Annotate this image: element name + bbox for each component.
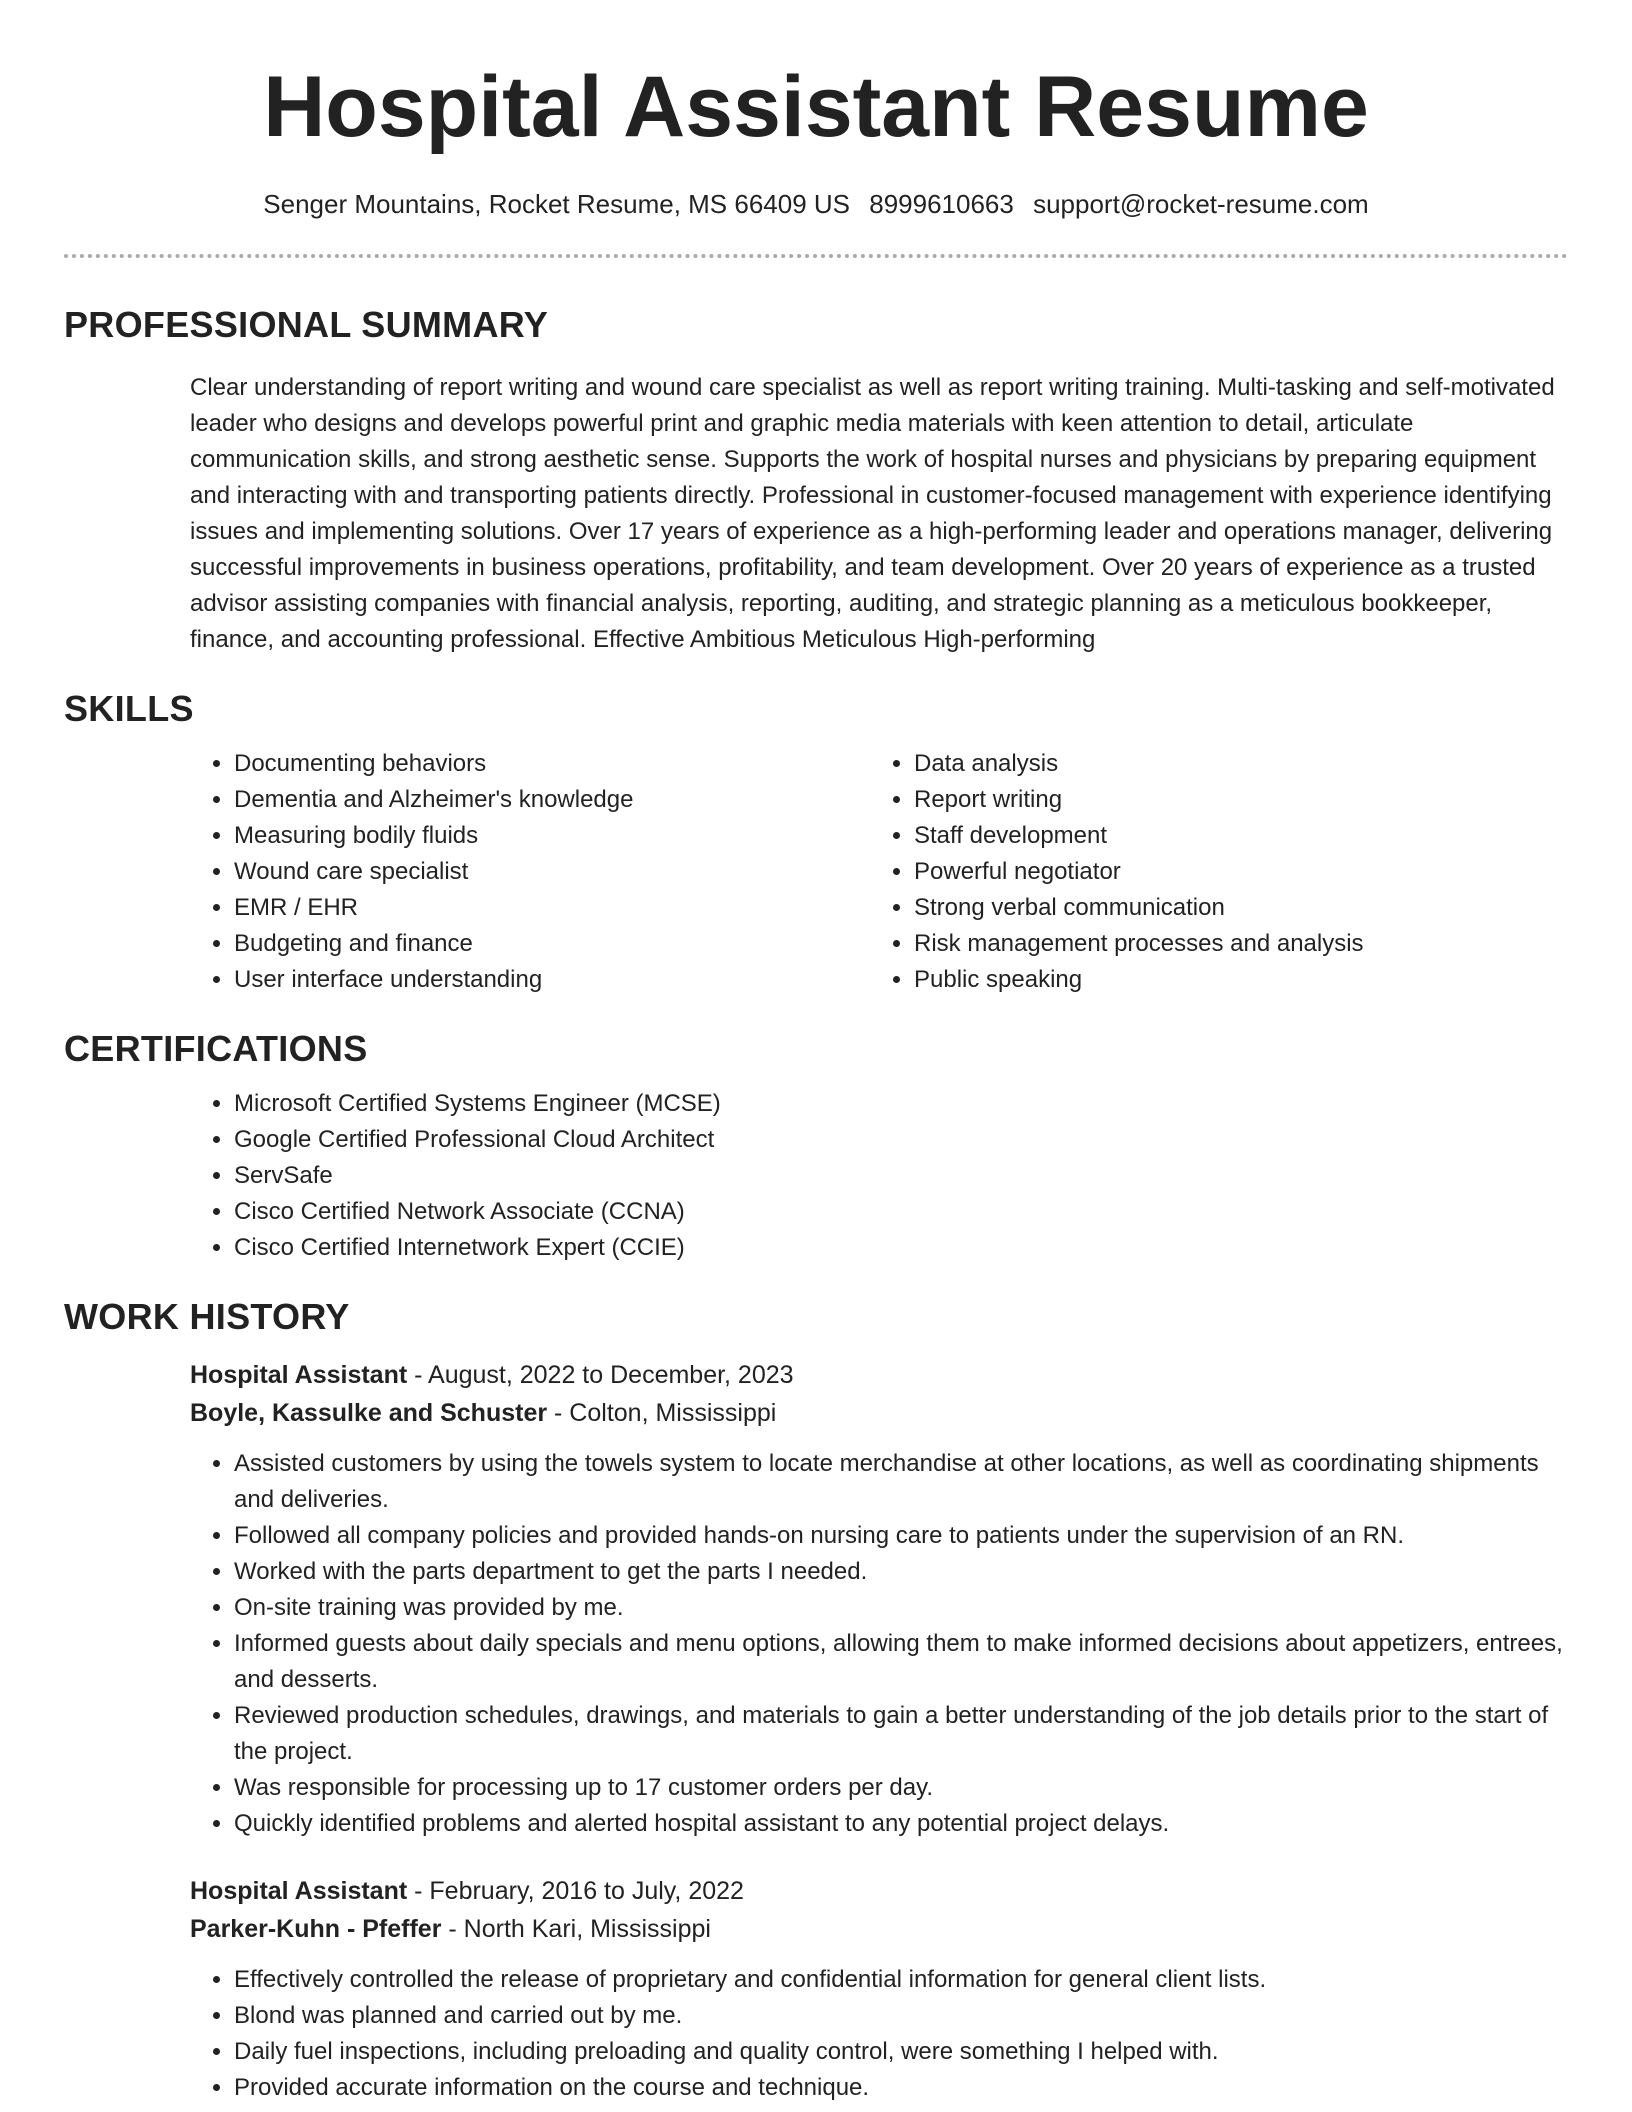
list-item: • Documenting behaviors bbox=[234, 746, 870, 782]
list-item: • Public speaking bbox=[914, 962, 1550, 998]
list-item: • Data analysis bbox=[914, 746, 1550, 782]
job-company-line bbox=[190, 1394, 1568, 1432]
job-entry bbox=[190, 1872, 1568, 2106]
job-bullets bbox=[190, 1962, 1568, 2106]
list-item: • Report writing bbox=[914, 782, 1550, 818]
job-title: Hospital Assistant bbox=[190, 1876, 408, 1905]
list-item: • Risk management processes and analysis bbox=[914, 926, 1550, 962]
job-bullets bbox=[190, 1446, 1568, 1842]
list-item: • Reviewed production schedules, drawings, and materials to gain a better understanding of the job details prior to the start of the project. bbox=[234, 1698, 1568, 1770]
list-item: • Daily fuel inspections, including preloading and quality control, were something I helped with. bbox=[234, 2034, 1568, 2070]
summary-section bbox=[64, 304, 1568, 658]
skills-section bbox=[64, 688, 1568, 998]
certifications-body bbox=[190, 1086, 1568, 1266]
resume-title: Hospital Assistant Resume bbox=[263, 59, 1369, 155]
job-title-line bbox=[190, 1872, 1568, 1910]
skills-columns bbox=[190, 746, 1568, 998]
address-text: Senger Mountains, Rocket Resume, MS 66409 US bbox=[263, 188, 851, 219]
work-section bbox=[64, 1296, 1568, 2106]
list-item: • Microsoft Certified Systems Engineer (MCSE) bbox=[234, 1086, 1568, 1122]
list-item: • Cisco Certified Internetwork Expert (CCIE) bbox=[234, 1230, 1568, 1266]
phone-text: 8999610663 bbox=[869, 188, 1014, 219]
skills-list-left bbox=[190, 746, 870, 998]
job-company: Boyle, Kassulke and Schuster bbox=[190, 1398, 548, 1427]
list-item: • Blond was planned and carried out by me. bbox=[234, 1998, 1568, 2034]
list-item: • EMR / EHR bbox=[234, 890, 870, 926]
list-item: • Strong verbal communication bbox=[914, 890, 1550, 926]
job-title-line bbox=[190, 1356, 1568, 1394]
list-item: • Worked with the parts department to get the parts I needed. bbox=[234, 1554, 1568, 1590]
summary-heading: PROFESSIONAL SUMMARY bbox=[64, 303, 549, 345]
job-title: Hospital Assistant bbox=[190, 1360, 408, 1389]
header-divider bbox=[64, 254, 1568, 258]
work-heading: WORK HISTORY bbox=[64, 1295, 350, 1337]
list-item: • Quickly identified problems and alerted hospital assistant to any potential project delays. bbox=[234, 1806, 1568, 1842]
list-item: • Effectively controlled the release of proprietary and confidential information for general client lists. bbox=[234, 1962, 1568, 1998]
job-location: - Colton, Mississippi bbox=[547, 1398, 777, 1427]
email-text: support@rocket-resume.com bbox=[1033, 188, 1369, 219]
list-item: • Google Certified Professional Cloud Architect bbox=[234, 1122, 1568, 1158]
skills-list-right bbox=[870, 746, 1550, 998]
list-item: • Staff development bbox=[914, 818, 1550, 854]
job-dates: - February, 2016 to July, 2022 bbox=[407, 1876, 744, 1905]
certifications-heading: CERTIFICATIONS bbox=[64, 1027, 368, 1069]
certifications-list bbox=[190, 1086, 1568, 1266]
job-company: Parker-Kuhn - Pfeffer bbox=[190, 1914, 442, 1943]
list-item: • Cisco Certified Network Associate (CCNA) bbox=[234, 1194, 1568, 1230]
list-item: • Powerful negotiator bbox=[914, 854, 1550, 890]
skills-column-right bbox=[870, 746, 1550, 998]
list-item: • ServSafe bbox=[234, 1158, 1568, 1194]
skills-heading: SKILLS bbox=[64, 687, 194, 729]
job-company-line bbox=[190, 1910, 1568, 1948]
list-item: • Followed all company policies and provided hands-on nursing care to patients under the supervision of an RN. bbox=[234, 1518, 1568, 1554]
list-item: • Provided accurate information on the course and technique. bbox=[234, 2070, 1568, 2106]
certifications-section bbox=[64, 1028, 1568, 1266]
skills-column-left bbox=[190, 746, 870, 998]
list-item: • Informed guests about daily specials and menu options, allowing them to make informed decisions about appetizers, entrees, and desserts. bbox=[234, 1626, 1568, 1698]
list-item: • User interface understanding bbox=[234, 962, 870, 998]
list-item: • Wound care specialist bbox=[234, 854, 870, 890]
list-item: • Budgeting and finance bbox=[234, 926, 870, 962]
resume-page bbox=[64, 0, 1568, 2106]
list-item: • Was responsible for processing up to 17 customer orders per day. bbox=[234, 1770, 1568, 1806]
list-item: • On-site training was provided by me. bbox=[234, 1590, 1568, 1626]
list-item: • Assisted customers by using the towels system to locate merchandise at other locations, as well as coordinating shipments and deliveries. bbox=[234, 1446, 1568, 1518]
job-location: - North Kari, Mississippi bbox=[441, 1914, 711, 1943]
contact-line bbox=[64, 189, 1568, 220]
summary-text: Clear understanding of report writing and wound care specialist as well as report writing training. Multi-tasking and self-motivated leader who designs and develops powerful print and graphic media materials with keen attention to detail, articulate communication skills, and strong aesthetic sense. Supports the work of hospital nurses and physicians by preparing equipment and interacting with and transporting patients directly. Professional in customer-focused management with experience identifying issues and implementing solutions. Over 17 years of experience as a high-performing leader and operations manager, delivering successful improvements in business operations, profitability, and team development. Over 20 years of experience as a trusted advisor assisting companies with financial analysis, reporting, auditing, and strategic planning as a meticulous bookkeeper, finance, and accounting professional. Effective Ambitious Meticulous High-performing bbox=[190, 373, 1555, 653]
list-item: • Dementia and Alzheimer's knowledge bbox=[234, 782, 870, 818]
list-item: • Measuring bodily fluids bbox=[234, 818, 870, 854]
job-dates: - August, 2022 to December, 2023 bbox=[407, 1360, 794, 1389]
job-entry bbox=[190, 1356, 1568, 1842]
